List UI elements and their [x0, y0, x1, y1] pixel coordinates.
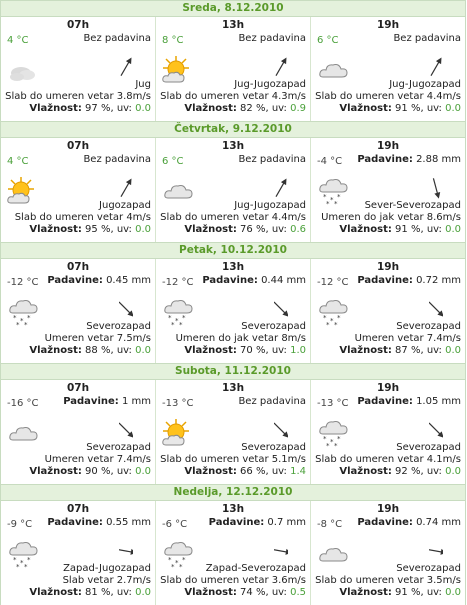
uv-value: 0.5 [290, 587, 306, 598]
wind-description: Umeren do jak vetar 8m/s [175, 333, 306, 344]
forecast-period-cell [1, 501, 156, 605]
humidity-value: 91 % [395, 224, 421, 235]
wind-description: Slab do umeren vetar 3.5m/s [315, 575, 461, 586]
precipitation-value: 2.88 mm [416, 154, 461, 165]
humidity-uv: Vlažnost: 87 %, uv: 0.0 [339, 345, 461, 356]
precipitation-label: Padavine: [208, 517, 265, 528]
day-date: Subota, 11.12.2010 [1, 363, 465, 380]
wind-direction-icon [119, 176, 133, 200]
svg-text:*: * [182, 556, 186, 564]
uv-label: uv [426, 224, 439, 235]
wind-direction: Zapad-Jugozapad [63, 563, 151, 574]
uv-value: 0.0 [445, 466, 461, 477]
wind-description: Slab do umeren vetar 4.4m/s [315, 91, 461, 102]
wind-description: Umeren vetar 7.4m/s [44, 454, 151, 465]
forecast-period-cell [1, 138, 156, 242]
wind-direction: Jug-Jugozapad [234, 200, 306, 211]
svg-text:*: * [323, 435, 327, 443]
wind-direction: Severozapad [396, 321, 461, 332]
wind-description: Slab do umeren vetar 5.1m/s [160, 454, 306, 465]
sun-cloud-icon [162, 418, 194, 448]
humidity-value: 95 % [85, 224, 111, 235]
forecast-period-cell [156, 380, 311, 484]
humidity-label: Vlažnost [339, 224, 388, 235]
wind-direction: Jug [135, 79, 151, 90]
humidity-uv: Vlažnost: 81 %, uv: 0.0 [29, 587, 151, 598]
humidity-label: Vlažnost [184, 587, 233, 598]
precipitation-label: Padavine: [63, 396, 119, 407]
humidity-uv: Vlažnost: 95 %, uv: 0.0 [29, 224, 151, 235]
cloud-icon [162, 176, 194, 206]
wind-description: Slab do umeren vetar 3.6m/s [160, 575, 306, 586]
fog-icon [7, 55, 39, 85]
humidity-label: Vlažnost [29, 466, 78, 477]
wind-direction-icon [274, 539, 288, 563]
uv-value: 0.0 [445, 224, 461, 235]
temperature: 6 °C [317, 35, 339, 46]
precipitation-value: 1 mm [121, 396, 151, 407]
svg-text:*: * [337, 314, 341, 322]
forecast-period-cell [311, 138, 465, 242]
precipitation-label: Padavine: [357, 275, 413, 286]
wind-direction-icon [119, 539, 133, 563]
day-periods-row [1, 259, 465, 363]
humidity-label: Vlažnost [184, 466, 233, 477]
precipitation-value: 0.45 mm [106, 275, 151, 286]
svg-text:*: * [337, 193, 341, 201]
precipitation-value: 0.7 mm [267, 517, 306, 528]
precipitation: Bez padavina [83, 154, 151, 165]
day-block [0, 0, 466, 121]
svg-text:*: * [24, 563, 28, 569]
humidity-uv: Vlažnost: 76 %, uv: 0.6 [184, 224, 306, 235]
wind-direction: Severozapad [86, 442, 151, 453]
uv-label: uv [271, 345, 284, 356]
wind-description: Umeren vetar 7.5m/s [44, 333, 151, 344]
humidity-uv: Vlažnost: 66 %, uv: 1.4 [184, 466, 306, 477]
precipitation [63, 396, 151, 407]
humidity-label: Vlažnost [29, 587, 78, 598]
temperature: -9 °C [7, 519, 33, 530]
precipitation-value: 0.55 mm [106, 517, 151, 528]
uv-value: 0.0 [135, 103, 151, 114]
wind-direction-icon [119, 55, 133, 79]
svg-text:*: * [20, 317, 24, 325]
wind-direction-icon [429, 55, 443, 79]
wind-direction-icon [429, 539, 443, 563]
svg-text:*: * [16, 563, 20, 569]
wind-direction-icon [119, 418, 133, 442]
sun-cloud-icon [162, 55, 194, 85]
wind-description: Umeren vetar 7.4m/s [354, 333, 461, 344]
svg-text:*: * [330, 196, 334, 204]
day-block [0, 242, 466, 363]
humidity-label: Vlažnost [339, 587, 388, 598]
precipitation [47, 275, 151, 286]
precipitation: Bez padavina [238, 154, 306, 165]
temperature: 6 °C [162, 156, 184, 167]
period-time: 19h [376, 19, 400, 31]
humidity-value: 87 % [395, 345, 421, 356]
snow-cloud-icon [7, 539, 39, 569]
precipitation-label: Padavine: [47, 275, 103, 286]
humidity-uv: Vlažnost: 88 %, uv: 0.0 [29, 345, 151, 356]
precipitation: Bez padavina [393, 33, 461, 44]
wind-direction-icon [429, 176, 443, 200]
svg-text:*: * [334, 321, 338, 327]
uv-value: 0.0 [135, 587, 151, 598]
svg-text:*: * [182, 314, 186, 322]
uv-value: 0.0 [445, 587, 461, 598]
humidity-uv: Vlažnost: 91 %, uv: 0.0 [339, 587, 461, 598]
humidity-label: Vlažnost [184, 345, 233, 356]
humidity-label: Vlažnost [29, 345, 78, 356]
humidity-value: 88 % [85, 345, 111, 356]
wind-description: Slab vetar 2.7m/s [62, 575, 151, 586]
svg-text:*: * [13, 314, 17, 322]
uv-value: 0.0 [445, 345, 461, 356]
humidity-uv: Vlažnost: 82 %, uv: 0.9 [184, 103, 306, 114]
humidity-uv: Vlažnost: 74 %, uv: 0.5 [184, 587, 306, 598]
wind-description: Slab do umeren vetar 4.4m/s [160, 212, 306, 223]
wind-description: Slab do umeren vetar 4m/s [14, 212, 151, 223]
snow-cloud-icon [317, 297, 349, 327]
svg-text:*: * [323, 193, 327, 201]
svg-text:*: * [175, 317, 179, 325]
period-time: 07h [66, 382, 90, 394]
humidity-uv: Vlažnost: 90 %, uv: 0.0 [29, 466, 151, 477]
wind-direction: Sever-Severozapad [364, 200, 461, 211]
forecast-period-cell [311, 17, 465, 121]
precipitation [202, 275, 306, 286]
precipitation-value: 0.74 mm [416, 517, 461, 528]
forecast-period-cell [156, 259, 311, 363]
wind-description: Slab do umeren vetar 4.3m/s [160, 91, 306, 102]
cloud-icon [317, 55, 349, 85]
day-periods-row [1, 17, 465, 121]
period-time: 13h [221, 19, 245, 31]
svg-text:*: * [171, 321, 175, 327]
wind-direction-icon [429, 297, 443, 321]
wind-direction: Severozapad [396, 563, 461, 574]
forecast-period-cell [156, 138, 311, 242]
uv-label: uv [116, 224, 129, 235]
forecast-period-cell [311, 259, 465, 363]
temperature: -12 °C [162, 277, 194, 288]
wind-description: Slab do umeren vetar 4.1m/s [315, 454, 461, 465]
uv-label: uv [116, 345, 129, 356]
uv-value: 0.9 [290, 103, 306, 114]
cloud-icon [317, 539, 349, 569]
period-time: 19h [376, 382, 400, 394]
forecast-period-cell [156, 17, 311, 121]
humidity-value: 82 % [240, 103, 266, 114]
period-time: 13h [221, 261, 245, 273]
precipitation: Bez padavina [238, 33, 306, 44]
wind-direction-icon [274, 176, 288, 200]
sun-cloud-icon [7, 176, 39, 206]
temperature: 4 °C [7, 156, 29, 167]
svg-text:*: * [334, 200, 338, 206]
humidity-label: Vlažnost [184, 103, 233, 114]
precipitation [357, 154, 461, 165]
wind-direction: Severozapad [86, 321, 151, 332]
svg-text:*: * [326, 200, 330, 206]
uv-label: uv [426, 587, 439, 598]
temperature: -16 °C [7, 398, 39, 409]
wind-description: Umeren do jak vetar 8.6m/s [321, 212, 461, 223]
humidity-label: Vlažnost [29, 103, 78, 114]
period-time: 07h [66, 19, 90, 31]
wind-direction: Severozapad [241, 442, 306, 453]
period-time: 13h [221, 382, 245, 394]
uv-label: uv [426, 103, 439, 114]
humidity-value: 92 % [395, 466, 421, 477]
wind-direction: Jug-Jugozapad [234, 79, 306, 90]
humidity-value: 81 % [85, 587, 111, 598]
precipitation-label: Padavine: [202, 275, 258, 286]
day-block [0, 363, 466, 484]
day-date: Petak, 10.12.2010 [1, 242, 465, 259]
day-periods-row [1, 501, 465, 605]
day-block [0, 484, 466, 605]
forecast-period-cell [156, 501, 311, 605]
humidity-value: 70 % [240, 345, 266, 356]
snow-cloud-icon [162, 297, 194, 327]
forecast-period-cell [311, 501, 465, 605]
precipitation-value: 0.72 mm [416, 275, 461, 286]
svg-text:*: * [179, 563, 183, 569]
humidity-value: 74 % [240, 587, 266, 598]
day-block [0, 121, 466, 242]
wind-direction: Severozapad [396, 442, 461, 453]
uv-label: uv [116, 587, 129, 598]
wind-direction-icon [274, 55, 288, 79]
humidity-uv: Vlažnost: 92 %, uv: 0.0 [339, 466, 461, 477]
precipitation [209, 517, 306, 528]
precipitation [357, 517, 461, 528]
forecast-period-cell [1, 259, 156, 363]
snow-cloud-icon [7, 297, 39, 327]
wind-direction-icon [274, 297, 288, 321]
uv-label: uv [271, 103, 284, 114]
uv-label: uv [271, 466, 284, 477]
precipitation-label: Padavine: [357, 517, 413, 528]
day-periods-row [1, 380, 465, 484]
uv-value: 0.0 [135, 466, 151, 477]
humidity-label: Vlažnost [339, 345, 388, 356]
precipitation-value: 0.44 mm [261, 275, 306, 286]
uv-value: 0.0 [135, 224, 151, 235]
precipitation-label: Padavine: [357, 154, 413, 165]
svg-text:*: * [27, 314, 31, 322]
wind-direction-icon [119, 297, 133, 321]
svg-text:*: * [20, 559, 24, 567]
forecast-period-cell [1, 17, 156, 121]
day-periods-row [1, 138, 465, 242]
svg-text:*: * [334, 442, 338, 448]
uv-value: 1.4 [290, 466, 306, 477]
svg-text:*: * [13, 556, 17, 564]
day-date: Nedelja, 12.12.2010 [1, 484, 465, 501]
wind-direction: Jugozapad [99, 200, 151, 211]
humidity-uv: Vlažnost: 91 %, uv: 0.0 [339, 103, 461, 114]
precipitation: Bez padavina [83, 33, 151, 44]
humidity-label: Vlažnost [29, 224, 78, 235]
temperature: -13 °C [162, 398, 194, 409]
uv-label: uv [116, 103, 129, 114]
humidity-value: 91 % [395, 103, 421, 114]
svg-text:*: * [171, 563, 175, 569]
precipitation [357, 396, 461, 407]
wind-direction: Zapad-Severozapad [205, 563, 306, 574]
humidity-value: 76 % [240, 224, 266, 235]
humidity-value: 66 % [240, 466, 266, 477]
svg-text:*: * [168, 556, 172, 564]
svg-text:*: * [326, 321, 330, 327]
humidity-label: Vlažnost [339, 103, 388, 114]
uv-label: uv [271, 224, 284, 235]
svg-text:*: * [24, 321, 28, 327]
humidity-uv: Vlažnost: 70 %, uv: 1.0 [184, 345, 306, 356]
temperature: -4 °C [317, 156, 343, 167]
uv-label: uv [426, 466, 439, 477]
humidity-uv: Vlažnost: 91 %, uv: 0.0 [339, 224, 461, 235]
temperature: -13 °C [317, 398, 349, 409]
period-time: 13h [221, 140, 245, 152]
svg-text:*: * [27, 556, 31, 564]
period-time: 07h [66, 503, 90, 515]
svg-text:*: * [330, 317, 334, 325]
uv-label: uv [426, 345, 439, 356]
period-time: 13h [221, 503, 245, 515]
svg-text:*: * [168, 314, 172, 322]
temperature: -8 °C [317, 519, 343, 530]
humidity-value: 91 % [395, 587, 421, 598]
temperature: -6 °C [162, 519, 188, 530]
period-time: 07h [66, 140, 90, 152]
temperature: 4 °C [7, 35, 29, 46]
snow-cloud-icon [317, 418, 349, 448]
svg-text:*: * [326, 442, 330, 448]
forecast-period-cell [311, 380, 465, 484]
svg-text:*: * [337, 435, 341, 443]
forecast-period-cell [1, 380, 156, 484]
precipitation-label: Padavine: [47, 517, 103, 528]
svg-text:*: * [179, 321, 183, 327]
precipitation-label: Padavine: [357, 396, 413, 407]
wind-direction: Severozapad [241, 321, 306, 332]
period-time: 19h [376, 503, 400, 515]
humidity-value: 90 % [85, 466, 111, 477]
uv-value: 1.0 [290, 345, 306, 356]
temperature: -12 °C [7, 277, 39, 288]
snow-cloud-icon [162, 539, 194, 569]
uv-label: uv [116, 466, 129, 477]
wind-description: Slab do umeren vetar 3.8m/s [5, 91, 151, 102]
wind-direction: Jug-Jugozapad [389, 79, 461, 90]
day-date: Sreda, 8.12.2010 [1, 0, 465, 17]
temperature: -12 °C [317, 277, 349, 288]
precipitation [357, 275, 461, 286]
humidity-label: Vlažnost [339, 466, 388, 477]
temperature: 8 °C [162, 35, 184, 46]
cloud-icon [7, 418, 39, 448]
svg-text:*: * [175, 559, 179, 567]
uv-label: uv [271, 587, 284, 598]
precipitation: Bez padavina [238, 396, 306, 407]
period-time: 19h [376, 140, 400, 152]
day-date: Četvrtak, 9.12.2010 [1, 121, 465, 138]
svg-text:*: * [16, 321, 20, 327]
uv-value: 0.6 [290, 224, 306, 235]
period-time: 19h [376, 261, 400, 273]
precipitation [47, 517, 151, 528]
snow-cloud-icon [317, 176, 349, 206]
wind-direction-icon [274, 418, 288, 442]
humidity-label: Vlažnost [184, 224, 233, 235]
uv-value: 0.0 [445, 103, 461, 114]
humidity-value: 97 % [85, 103, 111, 114]
precipitation-value: 1.05 mm [416, 396, 461, 407]
humidity-uv: Vlažnost: 97 %, uv: 0.0 [29, 103, 151, 114]
svg-text:*: * [323, 314, 327, 322]
period-time: 07h [66, 261, 90, 273]
wind-direction-icon [429, 418, 443, 442]
uv-value: 0.0 [135, 345, 151, 356]
svg-text:*: * [330, 438, 334, 446]
